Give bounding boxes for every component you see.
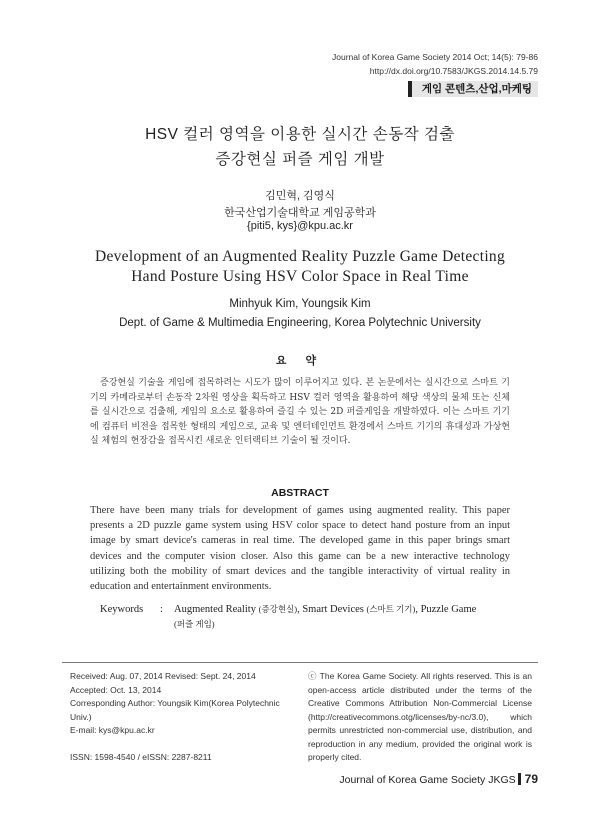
copyright-notice: ⓒ The Korea Game Society. All rights reserved. This is an open-access article distributed under the terms of the Creative Commons Attribution Non-Commercial License (http://creativecommons.otg/licenses/by-nc/3.0), which permits unrestricted non-commercial use, distribution, and reproduction in any medium, provided the original work is properly cited. xyxy=(308,671,532,762)
keywords-separator: : xyxy=(160,604,163,615)
keyword-item: Puzzle Game xyxy=(420,604,477,615)
english-affiliation: Dept. of Game & Multimedia Engineering, Korea Polytechnic University xyxy=(119,317,481,329)
english-title-line2: Hand Posture Using HSV Color Space in Real Time xyxy=(131,268,469,285)
corresponding-email[interactable]: E-mail: kys@kpu.ac.kr xyxy=(70,725,155,735)
footer-bar xyxy=(518,773,521,785)
keyword-item: Augmented Reality xyxy=(174,604,256,615)
keyword-item-kr: (퍼즐 게임) xyxy=(174,619,215,629)
korean-abstract-text: 증강현실 기술을 게임에 접목하려는 시도가 많이 이루어지고 있다. 본 논문에서는 실시간으로 스마트 기기의 카메라로부터 손동작 2차원 영상을 획득하고 HSV 컬러 영역을 활용하여 해당 색상의 물체 또는 신체를 실시간으로 검출해, 게임의 요소로 활용하여 즐길 수 있는 2D 퍼즐게임을 개발하였다. 이는 스마트 기기에 컴퓨터 비전을 접목한 형태의 게임으로, 교육 및 엔터테인먼트 환경에서 스마트 기기의 휴대성과 가상현실 체험의 현장감을 접목시킨 새로운 인터랙티브 기술이 될 것이다. xyxy=(90,378,510,446)
english-title-line1: Development of an Augmented Reality Puzzle Game Detecting xyxy=(94,248,506,265)
author-emails: {piti5, kys}@kpu.ac.kr xyxy=(247,220,353,232)
keyword-item-kr: (스마트 기기) xyxy=(366,604,416,614)
page-footer xyxy=(339,772,538,786)
keywords-block xyxy=(100,602,520,632)
footer-journal-name: Journal of Korea Game Society JKGS xyxy=(339,774,516,786)
doi-link[interactable]: http://dx.doi.org/10.7583/JKGS.2014.14.5.79 xyxy=(369,66,538,76)
page-number: 79 xyxy=(524,772,538,786)
category-tag: 게임 콘텐츠,산업,마케팅 xyxy=(408,81,538,97)
keyword-item-kr: (증강현실) xyxy=(258,604,298,614)
accepted-date: Accepted: Oct. 13, 2014 xyxy=(70,684,162,695)
journal-citation: Journal of Korea Game Society 2014 Oct; 14(5): 79-86 xyxy=(331,52,538,62)
keywords-line1: Keywords : Augmented Reality (증강현실), Smart Devices (스마트 기기), Puzzle Game xyxy=(100,604,477,615)
english-author-names: Minhyuk Kim, Youngsik Kim xyxy=(229,298,371,310)
korean-abstract-heading: 요 약 xyxy=(275,355,325,367)
korean-title-line1: HSV 컬러 영역을 이용한 실시간 손동작 검출 xyxy=(145,126,455,143)
corresponding-author: Corresponding Author: Youngsik Kim(Korea Polytechnic Univ.) xyxy=(70,698,280,722)
korean-title-line2: 증강현실 퍼즐 게임 개발 xyxy=(215,151,385,168)
korean-affiliation: 한국산업기술대학교 게임공학과 xyxy=(224,207,376,219)
issn: ISSN: 1598-4540 / eISSN: 2287-8211 xyxy=(70,752,212,762)
keyword-item: Smart Devices xyxy=(302,604,364,615)
english-abstract-heading: ABSTRACT xyxy=(271,487,329,499)
korean-author-names: 김민혁, 김영식 xyxy=(265,190,335,202)
keywords-label: Keywords xyxy=(100,604,144,615)
english-abstract-text: There have been many trials for development of games using augmented reality. This paper presents a 2D puzzle game system using HSV color space to detect hand posture from an input image by smart device's cameras in real time. The developed game in this paper brings smart devices and the computer vision closer. Also this game can be a new interactive technology utilizing both the mobility of smart devices and the tangible interactivity of virtual reality in education and entertainment environments. xyxy=(90,505,510,593)
keywords-line2 xyxy=(100,617,520,632)
footer-divider xyxy=(62,662,538,663)
article-history xyxy=(70,670,290,765)
received-date: Received: Aug. 07, 2014 Revised: Sept. 24, 2014 xyxy=(70,671,256,681)
